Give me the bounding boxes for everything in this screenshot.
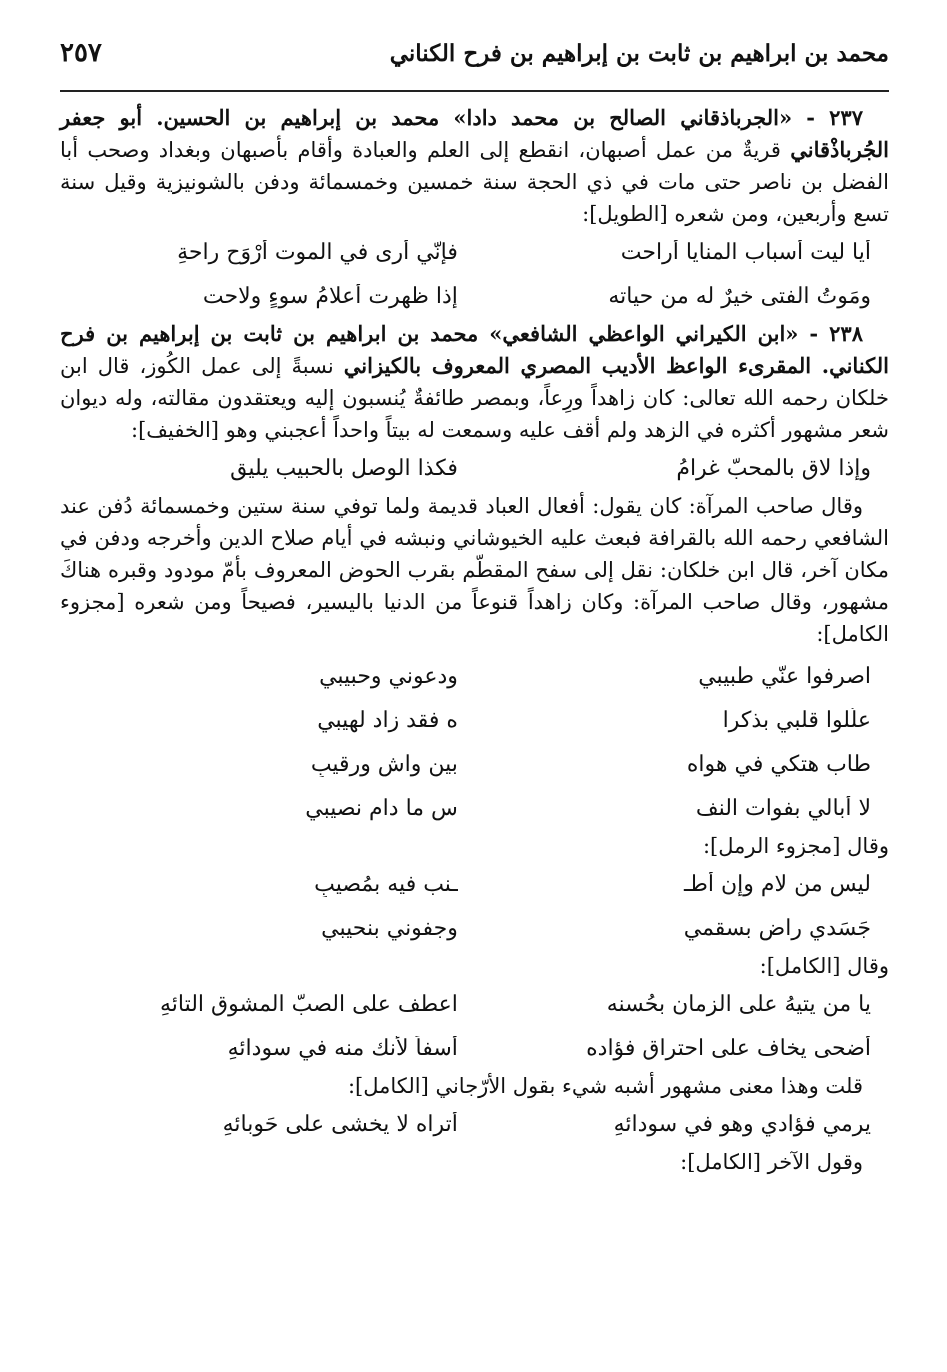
hemistich-first: وإذا لاق بالمحبّ غرامُ bbox=[676, 455, 871, 481]
verse bbox=[60, 1102, 889, 1146]
page-number: ٢٥٧ bbox=[60, 38, 102, 68]
verse bbox=[60, 698, 889, 742]
entry-238-paragraph-2: وقال صاحب المرآة: كان يقول: أفعال العباد قديمة ولما توفي سنة ستين وخمسمائة دُفن عند الشافعي رحمه الله بالقرافة فبعث عليه الخيوشاني ونبشه في أيام صلاح الدين وأخرجه ودفن في مكان آخر، قال ابن خلكان: نقل إلى سفح المقطّم بقرب الحوض المعروف بأمّ مودود وقبره هناكَ مشهور، وقال صاحب المرآة: وكان زاهداً قنوعاً من الدنيا باليسير، فصيحاً ومن شعره [مجزوء الكامل]: bbox=[60, 494, 889, 646]
entry-237-poem bbox=[60, 230, 889, 318]
entry-237-text: قريةٌ من عمل أصبهان، انقطع إلى العلم والعبادة وأقام بأصبهان وبغداد وصحب أبا الفضل بن ناصر حتى مات في ذي الحجة سنة خمسين وخمسمائة ودفن بالشونيزية وقيل سنة تسع وأربعين، ومن شعره [الطويل]: bbox=[60, 138, 889, 226]
verse bbox=[60, 862, 889, 906]
poem-block bbox=[60, 654, 889, 830]
verse bbox=[60, 230, 889, 274]
verse bbox=[60, 906, 889, 950]
hemistich-second: إذا ظهرت أعلامُ سوءٍ ولاحت bbox=[202, 283, 458, 309]
page-header bbox=[60, 30, 889, 92]
hemistich-first: طاب هتكي في هواه bbox=[686, 751, 871, 777]
hemistich-second: ه فقد زاد لهيبي bbox=[317, 707, 458, 733]
poem-intro: وقال [مجزوء الرمل]: bbox=[702, 834, 889, 858]
hemistich-second: ـنب فيه بمُصيبِ bbox=[314, 871, 458, 897]
hemistich-first: يرمي فؤادي وهو في سودائهِ bbox=[613, 1111, 871, 1137]
entry-237-heading: ٢٣٧ - «الجرباذقاني الصالح بن محمد دادا» محمد بن إبراهيم بن الحسين. أبو جعفر الجُرباذْقاني bbox=[60, 105, 889, 162]
entry-238-text: نسبةً إلى عمل الكُوز، قال ابن خلكان رحمه الله تعالى: كان زاهداً ورِعاً، وبمصر طائفةٌ يُنسبون إليه ويعتقدون مقالته، وله ديوان شعر مشهور أكثره في الزهد ولم أقف عليه وسمعت له بيتاً واحداً أعجبني وهو [الخفيف]: bbox=[60, 354, 889, 442]
verse bbox=[60, 654, 889, 698]
hemistich-first: لا أبالي بفوات النف bbox=[695, 795, 871, 821]
hemistich-second: أتراه لا يخشى على حَوبائهِ bbox=[222, 1111, 458, 1137]
hemistich-second: بين واشٍ ورقيبِ bbox=[310, 751, 458, 777]
running-title: محمد بن ابراهيم بن ثابت بن إبراهيم بن فرح الكناني bbox=[389, 40, 889, 67]
verse bbox=[60, 786, 889, 830]
entry-238-paragraph bbox=[60, 318, 889, 446]
verse bbox=[60, 982, 889, 1026]
poem-block bbox=[60, 1102, 889, 1146]
entry-237-paragraph bbox=[60, 102, 889, 230]
entry-238-heading: ٢٣٨ - «ابن الكيراني الواعظي الشافعي» محمد بن ابراهيم بن ثابت بن إبراهيم بن فرح الكناني. المقرىء الواعظ الأديب المصري المعروف بالكيزاني bbox=[60, 321, 889, 378]
hemistich-first: يا من يتيهُ على الزمان بحُسنه bbox=[606, 991, 871, 1017]
verse bbox=[60, 1026, 889, 1070]
hemistich-first: اصرفوا عنّي طبيبي bbox=[698, 663, 871, 689]
poem-intro: وقول الآخر [الكامل]: bbox=[680, 1150, 863, 1174]
poem-block bbox=[60, 982, 889, 1070]
hemistich-second: فكذا الوصل بالحبيب يليق bbox=[230, 455, 458, 481]
verse bbox=[60, 742, 889, 786]
poem-intro: وقال [الكامل]: bbox=[759, 954, 889, 978]
verse bbox=[60, 274, 889, 318]
hemistich-second: س ما دام نصيبي bbox=[305, 795, 458, 821]
hemistich-second: فإنّي أرى في الموت أَرْوَح راحةِ bbox=[177, 239, 458, 265]
page-body bbox=[60, 102, 889, 1178]
verse bbox=[60, 446, 889, 490]
poem-intro: قلت وهذا معنى مشهور أشبه شيء بقول الأرّجاني [الكامل]: bbox=[347, 1074, 863, 1098]
hemistich-first: أضحى يخاف على احتراق فؤاده bbox=[586, 1035, 871, 1061]
hemistich-first: علّلوا قلبي بذكرا bbox=[722, 707, 871, 733]
hemistich-first: جَسَدي راضٍ بسقمي bbox=[683, 915, 871, 941]
hemistich-first: ليس من لام وإن أطـ bbox=[683, 871, 871, 897]
hemistich-second: اعطف على الصبّ المشوق التائهِ bbox=[159, 991, 458, 1017]
hemistich-second: أسفاً لأنك منه في سودائهِ bbox=[227, 1035, 458, 1061]
poem-block bbox=[60, 862, 889, 950]
hemistich-second: وجفوني بنحيبي bbox=[321, 915, 458, 941]
hemistich-second: ودعوني وحبيبي bbox=[319, 663, 458, 689]
hemistich-first: ومَوتُ الفتى خيرٌ له من حياته bbox=[608, 283, 871, 309]
hemistich-first: أيا ليت أسباب المنايا أراحت bbox=[620, 239, 871, 265]
